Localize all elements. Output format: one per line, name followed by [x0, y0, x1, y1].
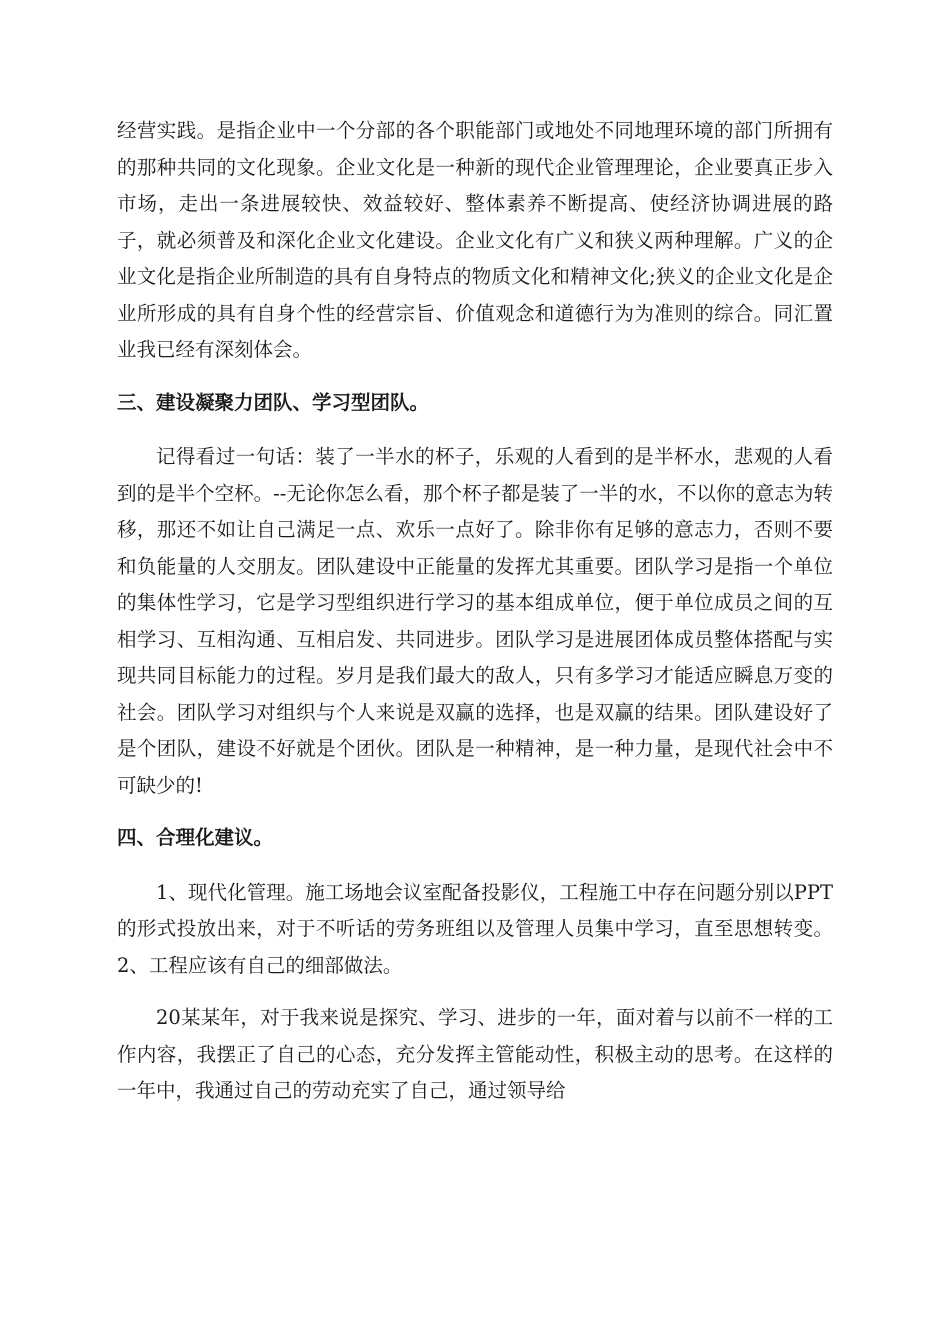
paragraph-suggestions: 1、现代化管理。施工场地会议室配备投影仪，工程施工中存在问题分别以PPT的形式投放出来，对于不听话的劳务班组以及管理人员集中学习，直至思想转变。2、工程应该有自己的细部做法。 [117, 880, 833, 977]
section-heading-4: 四、合理化建议。 [117, 826, 274, 849]
section-heading-3: 三、建设凝聚力团队、学习型团队。 [117, 390, 430, 414]
paragraph-corporate-culture: 经营实践。是指企业中一个分部的各个职能部门或地处不同地理环境的部门所拥有的那种共同的文化现象。企业文化是一种新的现代企业管理理论，企业要真正步入市场，走出一条进展较快、效益较好、整体素养不断提高、使经济协调进展的路子，就必须普及和深化企业文化建设。企业文化有广义和狭义两种理解。广义的企业文化是指企业所制造的具有自身特点的物质文化和精神文化;狭义的企业文化是企业所形成的具有自身个性的经营宗旨、价值观念和道德行为为准则的综合。同汇置业我已经有深刻体会。 [117, 119, 833, 361]
paragraph-year-summary: 20某某年，对于我来说是探究、学习、进步的一年，面对着与以前不一样的工作内容，我摆正了自己的心态，充分发挥主管能动性，积极主动的思考。在这样的一年中，我通过自己的劳动充实了自己，通过领导给 [117, 1006, 833, 1102]
paragraph-team-building: 记得看过一句话：装了一半水的杯子，乐观的人看到的是半杯水，悲观的人看到的是半个空杯。--无论你怎么看，那个杯子都是装了一半的水，不以你的意志为转移，那还不如让自己满足一点、欢乐一点好了。除非你有足够的意志力，否则不要和负能量的人交朋友。团队建设中正能量的发挥尤其重要。团队学习是指一个单位的集体性学习，它是学习型组织进行学习的基本组成单位，便于单位成员之间的互相学习、互相沟通、互相启发、共同进步。团队学习是进展团体成员整体搭配与实现共同目标能力的过程。岁月是我们最大的敌人，只有多学习才能适应瞬息万变的社会。团队学习对组织与个人来说是双赢的选择，也是双赢的结果。团队建设好了是个团队，建设不好就是个团伙。团队是一种精神，是一种力量，是现代社会中不可缺少的! [117, 445, 833, 797]
document-page [117, 113, 833, 1110]
